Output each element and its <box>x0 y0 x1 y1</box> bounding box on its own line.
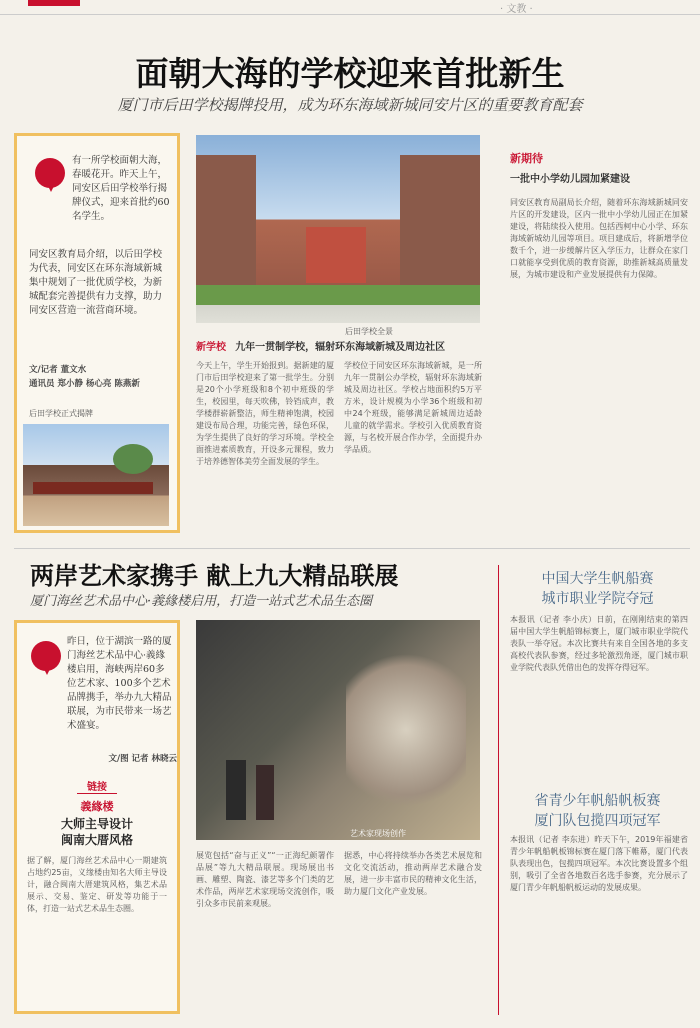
building-center <box>306 227 366 283</box>
article1-sidebar <box>510 150 690 527</box>
school-campus-photo <box>196 135 480 323</box>
link-section <box>17 775 177 794</box>
box-title-a: 義緣楼 <box>80 800 114 813</box>
box-title-b: 大师主导设计 <box>60 817 133 831</box>
section-label: · 文教 · <box>500 4 533 15</box>
article1-section-heading <box>196 338 480 353</box>
article2-title: 两岸艺术家携手 献上九大精品联展 <box>30 561 399 590</box>
link-label: 链接 <box>77 782 117 794</box>
lawn <box>196 285 480 305</box>
section-color-tab <box>28 0 80 6</box>
sidebar-label: 新期待 <box>510 152 543 165</box>
article1-lead-rest: 同安区教育局介绍，以后田学校为代表，同安区在环东海域新城集中规划了一批优质学校，为新城配套完善提供有力支撑，助力同安区营造一流营商环境。 <box>29 249 163 316</box>
gate-sign <box>33 482 153 494</box>
building-left <box>196 155 256 285</box>
article1-body-left: 今天上午，学生开始报到。据新建的厦门市后田学校迎来了第一批学生。分别是20个小学班级和8个初中班级的学生，校园里，每天吹佛，铃铛成声，教学楼群崭新整洁，师生精神饱满，校园建设布局合理，功能完善，绿色环保，为学生提供了良好的学习环境。学校全面推进素质教育，开设多元课程，致力于培养德智体美劳全面发展的学生。 <box>196 361 334 466</box>
section-title: 九年一贯制学校，辐射环东海域新城及周边社区 <box>235 342 446 353</box>
sidebar-body: 同安区教育局副局长介绍，随着环东海域新城同安片区的开发建设，区内一批中小学幼儿园正在加紧建设，将陆续投入使用。包括西柯中心小学、环东海域新城幼儿园等项目。项目建成后，将新增学位数千个，进一步缓解片区入学压力，让群众在家门口就能享受到优质的教育资源，助推新城高质量发展，为城市建设和产业发展提供有力保障。 <box>510 198 688 279</box>
sculpture <box>346 640 466 820</box>
speech-bubble-icon <box>31 641 61 671</box>
art-center-photo <box>196 620 480 840</box>
right-title1a: 中国大学生帆船赛 <box>541 571 654 587</box>
article2-subtitle: 厦门海丝艺术品中心·義緣楼启用，打造一站式艺术品生态圈 <box>30 594 373 609</box>
column-rule <box>498 565 499 1015</box>
right-title2a: 省青少年帆船帆板赛 <box>534 793 661 809</box>
right-title2b: 厦门队包揽四项冠军 <box>534 813 661 829</box>
visitor-figure <box>226 760 246 820</box>
sidebar-title: 一批中小学幼儿园加紧建设 <box>510 174 630 185</box>
article2-lead: 昨日，位于湖滨一路的厦门海丝艺术品中心·義緣楼启用，海峡两岸60多位艺术家、100多个艺术品牌携手，举办九大精品联展，为市民带来一场艺术盛宴。 <box>67 636 172 731</box>
article1-subtitle: 厦门市后田学校揭牌投用，成为环东海域新城同安片区的重要教育配套 <box>117 96 583 114</box>
speech-bubble-icon <box>35 158 65 188</box>
box-body: 据了解，厦门海丝艺术品中心一期建筑占地约25亩，义缘楼由知名大师主导设计，融合闽南大厝建筑风格，集艺术品展示、交易、鉴定、研发等功能于一体，打造一站式艺术品生态圈。 <box>27 856 167 913</box>
article2-lead-box <box>14 620 180 1014</box>
article1-lead: 有一所学校面朝大海，春暖花开。昨天上午，同安区后田学校举行揭牌仪式，迎来首批约60名学生。 <box>72 155 170 222</box>
right-title1b: 城市职业学院夺冠 <box>541 591 654 607</box>
article1-body-mid: 学校位于同安区环东海域新城，是一所九年一贯制公办学校，辐射环东海域新城及周边社区。学校占地面积约5万平方米，设计规模为小学36个班级和初中24个班级，能够满足新城周边适龄儿童的就学需求。学校引入优质教育资源，与名校开展合作办学，全面提升办学品质。 <box>344 361 482 454</box>
article2-body-left: 展览包括“奋与正义”“一正海纪颜署作品展”等九大精品联展。现场展出书画、雕塑、陶瓷、漆艺等多个门类的艺术作品，两岸艺术家现场交流创作，吸引众多市民前来观展。 <box>196 851 334 908</box>
article2-byline: 文/图 记者 林晓云 <box>108 754 177 764</box>
article1-title: 面朝大海的学校迎来首批新生 <box>135 54 565 93</box>
page-top-bar <box>0 0 700 15</box>
article1-lead-box <box>14 133 180 533</box>
article1-byline: 文/记者 董文水 <box>29 365 87 375</box>
article2-photo-caption: 艺术家现场创作 <box>350 829 406 838</box>
divider <box>14 548 690 549</box>
school-gate-photo <box>23 424 169 526</box>
section-tag: 新学校 <box>196 342 226 353</box>
right-body2: 本报讯（记者 李东进）昨天下午，2019年福建省青少年帆船帆板锦标赛在厦门落下帷幕，厦门代表队表现出色，包揽四项冠军。本次比赛设置多个组别，吸引了全省各地数百名选手参赛，充分展示了厦门青少年帆船帆板运动的发展成果。 <box>510 835 688 892</box>
visitor-figure <box>256 765 274 820</box>
right-body1: 本报讯（记者 李小庆）日前，在刚刚结束的第四届中国大学生帆船锦标赛上，厦门城市职业学院代表队一举夺冠。本次比赛共有来自全国各地的多支高校代表队参赛，经过多轮激烈角逐，厦门城市职业学院代表队凭借出色的发挥夺得冠军。 <box>510 615 688 672</box>
building-right <box>400 155 480 285</box>
article1-photo-caption-left: 后田学校正式揭牌 <box>29 409 93 418</box>
box-title-c: 闽南大厝风格 <box>60 833 133 847</box>
article1-photo-caption-right: 后田学校全景 <box>345 327 393 336</box>
tree-graphic <box>113 444 153 474</box>
article2-body-mid: 据悉，中心将持续举办各类艺术展览和文化交流活动，推动两岸艺术融合发展，进一步丰富市民的精神文化生活，助力厦门文化产业发展。 <box>344 851 482 896</box>
article1-byline2: 通讯员 郑小静 杨心亮 陈燕新 <box>29 379 140 389</box>
